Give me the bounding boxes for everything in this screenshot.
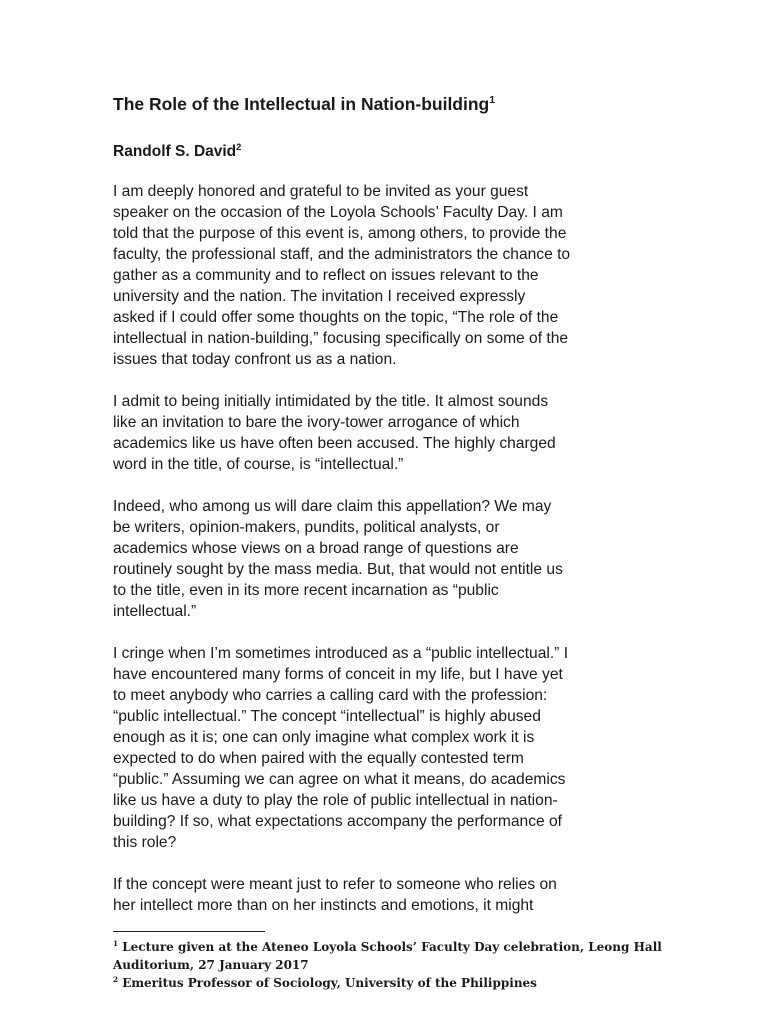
paragraph-line: this role? — [113, 834, 177, 851]
paragraph-line: academics whose views on a broad range of questions are — [113, 540, 519, 557]
paragraph-line: Indeed, who among us will dare claim this appellation? We may — [113, 498, 552, 515]
paragraph-line: to the title, even in its more recent incarnation as “public — [113, 582, 499, 599]
paragraph-line: told that the purpose of this event is, among others, to provide the — [113, 225, 567, 242]
paragraph-2 — [113, 391, 638, 475]
paragraph-line: university and the nation. The invitation I received expressly — [113, 288, 526, 305]
paragraph-5 — [113, 874, 638, 916]
title-footnote-ref: 1 — [489, 94, 496, 107]
footnote-text: Lecture given at the Ateneo Loyola Schools’ Faculty Day celebration, Leong Hall — [122, 940, 662, 954]
paragraph-line: faculty, the professional staff, and the administrators the chance to — [113, 246, 571, 263]
paragraph-line: expected to do when paired with the equally contested term — [113, 750, 524, 767]
paragraph-line: enough as it is; one can only imagine what complex work it is — [113, 729, 535, 746]
paragraph-line: like an invitation to bare the ivory-tower arrogance of which — [113, 414, 520, 431]
document-title — [113, 93, 495, 115]
paragraph-line: to meet anybody who carries a calling card with the profession: — [113, 687, 548, 704]
document-title-text: The Role of the Intellectual in Nation-building — [113, 94, 490, 114]
paragraph-line: If the concept were meant just to refer to someone who relies on — [113, 876, 557, 893]
paragraph-line: building? If so, what expectations accompany the performance of — [113, 813, 563, 830]
paragraph-line: be writers, opinion-makers, pundits, political analysts, or — [113, 519, 500, 536]
footnote-separator — [113, 931, 265, 932]
paragraph-1 — [113, 181, 638, 370]
paragraph-4 — [113, 643, 638, 853]
paragraph-line: “public.” Assuming we can agree on what it means, do academics — [113, 771, 566, 788]
paragraph-line: like us have a duty to play the role of public intellectual in nation- — [113, 792, 558, 809]
paragraph-line: I am deeply honored and grateful to be invited as your guest — [113, 183, 529, 200]
paragraph-3 — [113, 496, 638, 622]
author-name — [113, 141, 241, 163]
footnote-1 — [113, 938, 662, 974]
paragraph-line: speaker on the occasion of the Loyola Schools’ Faculty Day. I am — [113, 204, 563, 221]
paragraph-line: her intellect more than on her instincts and emotions, it might — [113, 897, 534, 914]
paragraph-line: issues that today confront us as a nation. — [113, 351, 397, 368]
paragraph-line: I cringe when I’m sometimes introduced as a “public intellectual.” I — [113, 645, 569, 662]
footnote-2 — [113, 974, 653, 992]
paragraph-line: gather as a community and to reflect on issues relevant to the — [113, 267, 539, 284]
paragraph-line: academics like us have often been accused. The highly charged — [113, 435, 556, 452]
paragraph-line: intellectual.” — [113, 603, 197, 620]
paragraph-line: I admit to being initially intimidated by the title. It almost sounds — [113, 393, 549, 410]
paragraph-line: routinely sought by the mass media. But, that would not entitle us — [113, 561, 563, 578]
paragraph-line: have encountered many forms of conceit in my life, but I have yet — [113, 666, 563, 683]
body-text — [113, 181, 638, 937]
footnotes — [113, 938, 662, 992]
paragraph-line: “public intellectual.” The concept “intellectual” is highly abused — [113, 708, 541, 725]
author-name-text: Randolf S. David — [113, 143, 237, 160]
footnote-line — [113, 938, 662, 956]
footnote-line — [113, 974, 653, 992]
footnote-marker: 1 — [113, 939, 119, 948]
footnote-marker: 2 — [113, 975, 119, 984]
footnote-line: Auditorium, 27 January 2017 — [113, 958, 309, 972]
footnote-text: Emeritus Professor of Sociology, University of the Philippines — [122, 976, 537, 990]
paragraph-line: word in the title, of course, is “intellectual.” — [113, 456, 404, 473]
author-footnote-ref: 2 — [236, 141, 242, 152]
paragraph-line: intellectual in nation-building,” focusing specifically on some of the — [113, 330, 569, 347]
paragraph-line: asked if I could offer some thoughts on the topic, “The role of the — [113, 309, 559, 326]
